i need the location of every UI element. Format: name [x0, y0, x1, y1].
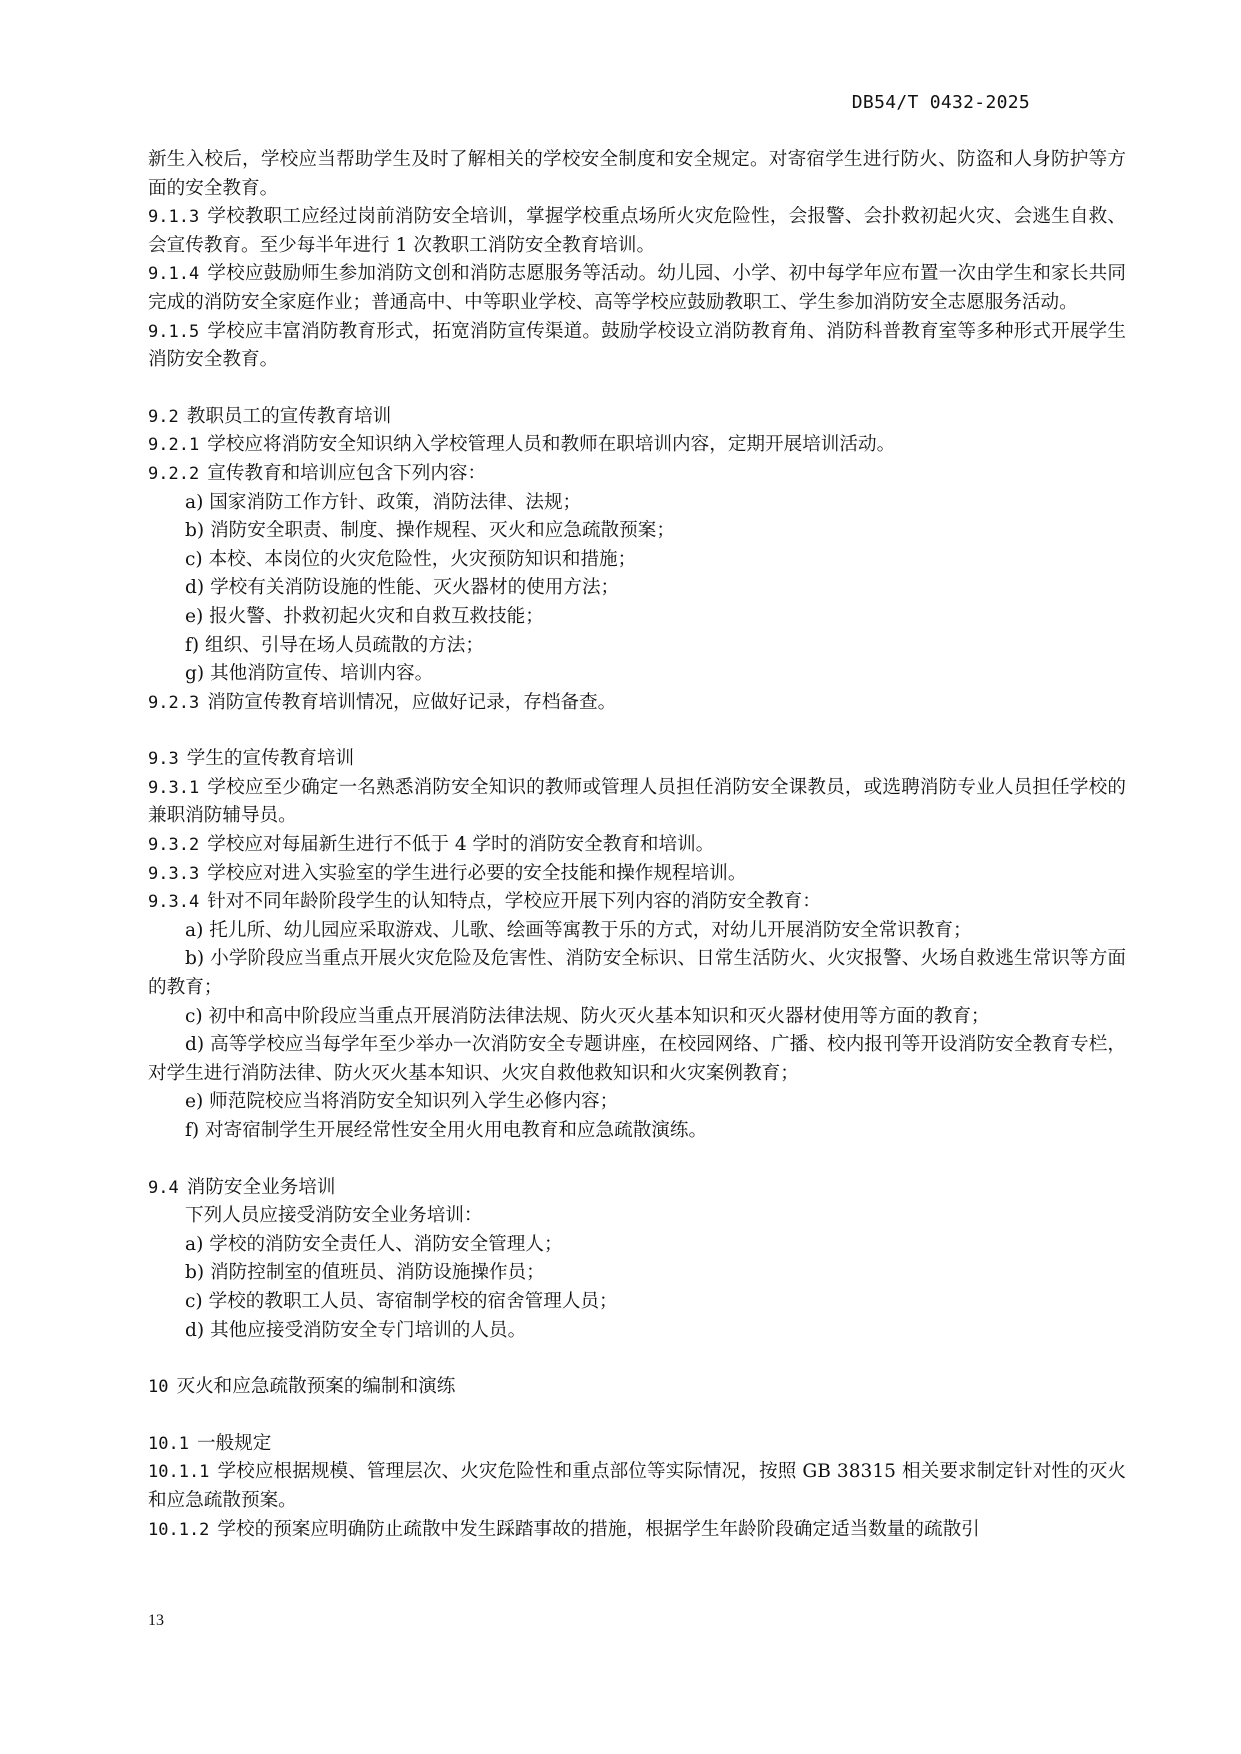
paragraph: [148, 431, 1126, 460]
paragraph: [148, 831, 1126, 860]
clause-number: 9.1.4: [148, 264, 200, 285]
clause-text: 灭火和应急疏散预案的编制和演练: [176, 1376, 456, 1398]
clause-text: c) 学校的教职工人员、寄宿制学校的宿舍管理人员；: [185, 1290, 618, 1312]
clause-text: 学生的宣传教育培训: [186, 748, 355, 770]
clause-text: a) 托儿所、幼儿园应采取游戏、儿歌、绘画等寓教于乐的方式，对幼儿开展消防安全常识教育；: [185, 919, 972, 941]
paragraph: [148, 689, 1126, 718]
list-item: [148, 632, 1126, 661]
list-item: [148, 574, 1126, 603]
clause-number: 10.1.2: [148, 1519, 210, 1540]
clause-text: b) 小学阶段应当重点开展火灾危险及危害性、消防安全标识、日常生活防火、火灾报警、火场自救逃生常识等方面的教育；: [148, 948, 1126, 999]
clause-text: b) 消防安全职责、制度、操作规程、灭火和应急疏散预案；: [185, 520, 675, 542]
clause-text: d) 高等学校应当每学年至少举办一次消防安全专题讲座，在校园网络、广播、校内报刊等开设消防安全教育专栏，对学生进行消防法律、防火灭火基本知识、火灾自救他救知识和火灾案例教育；: [148, 1034, 1126, 1084]
clause-text: 一般规定: [196, 1432, 272, 1454]
clause-number: 10: [148, 1377, 169, 1398]
section-heading: [148, 1430, 1126, 1459]
clause-number: 9.3.4: [148, 892, 200, 913]
list-item: [148, 945, 1126, 1002]
section-heading: [148, 1174, 1126, 1203]
clause-number: 9.2: [148, 406, 179, 427]
clause-text: 学校教职工应经过岗前消防安全培训，掌握学校重点场所火灾危险性，会报警、会扑救初起火灾、会逃生自救、会宣传教育。至少每半年进行 1 次教职工消防安全教育培训。: [148, 206, 1126, 256]
paragraph: [148, 860, 1126, 889]
clause-text: a) 学校的消防安全责任人、消防安全管理人；: [185, 1233, 563, 1255]
document-body: [148, 146, 1126, 1544]
list-item: [148, 1288, 1126, 1317]
clause-number: 9.2.3: [148, 692, 200, 713]
clause-text: 学校应对每届新生进行不低于 4 学时的消防安全教育和培训。: [207, 834, 715, 856]
list-item: [148, 517, 1126, 546]
clause-text: 学校应将消防安全知识纳入学校管理人员和教师在职培训内容，定期开展培训活动。: [207, 434, 896, 456]
clause-number: 9.4: [148, 1177, 179, 1198]
clause-text: b) 消防控制室的值班员、消防设施操作员；: [185, 1262, 545, 1284]
clause-text: f) 组织、引导在场人员疏散的方法；: [185, 634, 484, 656]
clause-number: 9.3.3: [148, 863, 200, 884]
list-item: [148, 1088, 1126, 1117]
clause-text: d) 学校有关消防设施的性能、灭火器材的使用方法；: [185, 577, 620, 599]
paragraph: [148, 1516, 1126, 1545]
clause-text: 消防安全业务培训: [186, 1176, 336, 1198]
clause-number: 9.1.5: [148, 321, 200, 342]
clause-number: 9.3.2: [148, 835, 200, 856]
clause-number: 9.2.2: [148, 463, 200, 484]
clause-text: 学校应丰富消防教育形式，拓宽消防宣传渠道。鼓励学校设立消防教育角、消防科普教育室等多种形式开展学生消防安全教育。: [148, 320, 1126, 371]
paragraph: [148, 260, 1126, 317]
clause-text: 针对不同年龄阶段学生的认知特点，学校应开展下列内容的消防安全教育：: [207, 891, 821, 913]
clause-text: 宣传教育和培训应包含下列内容：: [207, 462, 487, 484]
clause-text: 学校应对进入实验室的学生进行必要的安全技能和操作规程培训。: [207, 862, 747, 884]
clause-number: 10.1: [148, 1433, 189, 1454]
clause-text: g) 其他消防宣传、培训内容。: [185, 663, 434, 685]
clause-text: f) 对寄宿制学生开展经常性安全用火用电教育和应急疏散演练。: [185, 1120, 708, 1141]
paragraph: [148, 774, 1126, 831]
list-item: [148, 1031, 1126, 1088]
paragraph: [148, 1458, 1126, 1515]
clause-text: 消防宣传教育培训情况，应做好记录，存档备查。: [207, 691, 617, 713]
clause-number: 9.1.3: [148, 207, 200, 228]
clause-text: a) 国家消防工作方针、政策，消防法律、法规；: [185, 491, 582, 513]
list-item: [148, 603, 1126, 632]
list-item: [148, 1317, 1126, 1346]
clause-text: c) 本校、本岗位的火灾危险性，火灾预防知识和措施；: [185, 548, 637, 570]
list-item: [148, 546, 1126, 575]
clause-text: e) 报火警、扑救初起火灾和自救互救技能；: [185, 605, 544, 627]
clause-text: 学校应根据规模、管理层次、火灾危险性和重点部位等实际情况，按照 GB 38315 相关要求制定针对性的灭火和应急疏散预案。: [148, 1461, 1126, 1511]
clause-text: 新生入校后，学校应当帮助学生及时了解相关的学校安全制度和安全规定。对寄宿学生进行防火、防盗和人身防护等方面的安全教育。: [148, 149, 1126, 199]
clause-text: 下列人员应接受消防安全业务培训：: [185, 1205, 483, 1227]
list-item: [148, 1117, 1126, 1146]
paragraph: [148, 318, 1126, 375]
list-item: [148, 660, 1126, 689]
list-item: [148, 1202, 1126, 1231]
paragraph: [148, 888, 1126, 917]
clause-number: 9.2.1: [148, 435, 200, 456]
section-heading: [148, 745, 1126, 774]
clause-number: 9.3: [148, 749, 179, 770]
document-code: DB54/T 0432-2025: [851, 92, 1030, 113]
clause-text: e) 师范院校应当将消防安全知识列入学生必修内容；: [185, 1091, 619, 1113]
list-item: [148, 917, 1126, 946]
list-item: [148, 489, 1126, 518]
page-number: 13: [148, 1612, 164, 1629]
chapter-heading: [148, 1373, 1126, 1402]
paragraph: [148, 146, 1126, 203]
clause-text: c) 初中和高中阶段应当重点开展消防法律法规、防火灭火基本知识和灭火器材使用等方面的教育；: [185, 1005, 990, 1027]
clause-text: 学校应鼓励师生参加消防文创和消防志愿服务等活动。幼儿园、小学、初中每学年应布置一次由学生和家长共同完成的消防安全家庭作业；普通高中、中等职业学校、高等学校应鼓励教职工、学生参加消防安全志愿服务活动。: [148, 263, 1126, 313]
section-heading: [148, 403, 1126, 432]
clause-number: 9.3.1: [148, 777, 200, 798]
list-item: [148, 1259, 1126, 1288]
clause-number: 10.1.1: [148, 1462, 210, 1483]
list-item: [148, 1231, 1126, 1260]
paragraph: [148, 203, 1126, 260]
clause-text: 学校应至少确定一名熟悉消防安全知识的教师或管理人员担任消防安全课教员，或选聘消防专业人员担任学校的兼职消防辅导员。: [148, 776, 1126, 827]
clause-text: d) 其他应接受消防安全专门培训的人员。: [185, 1319, 527, 1341]
list-item: [148, 1003, 1126, 1032]
paragraph: [148, 460, 1126, 489]
clause-text: 学校的预案应明确防止疏散中发生踩踏事故的措施，根据学生年龄阶段确定适当数量的疏散引: [217, 1518, 980, 1540]
clause-text: 教职员工的宣传教育培训: [186, 405, 392, 427]
